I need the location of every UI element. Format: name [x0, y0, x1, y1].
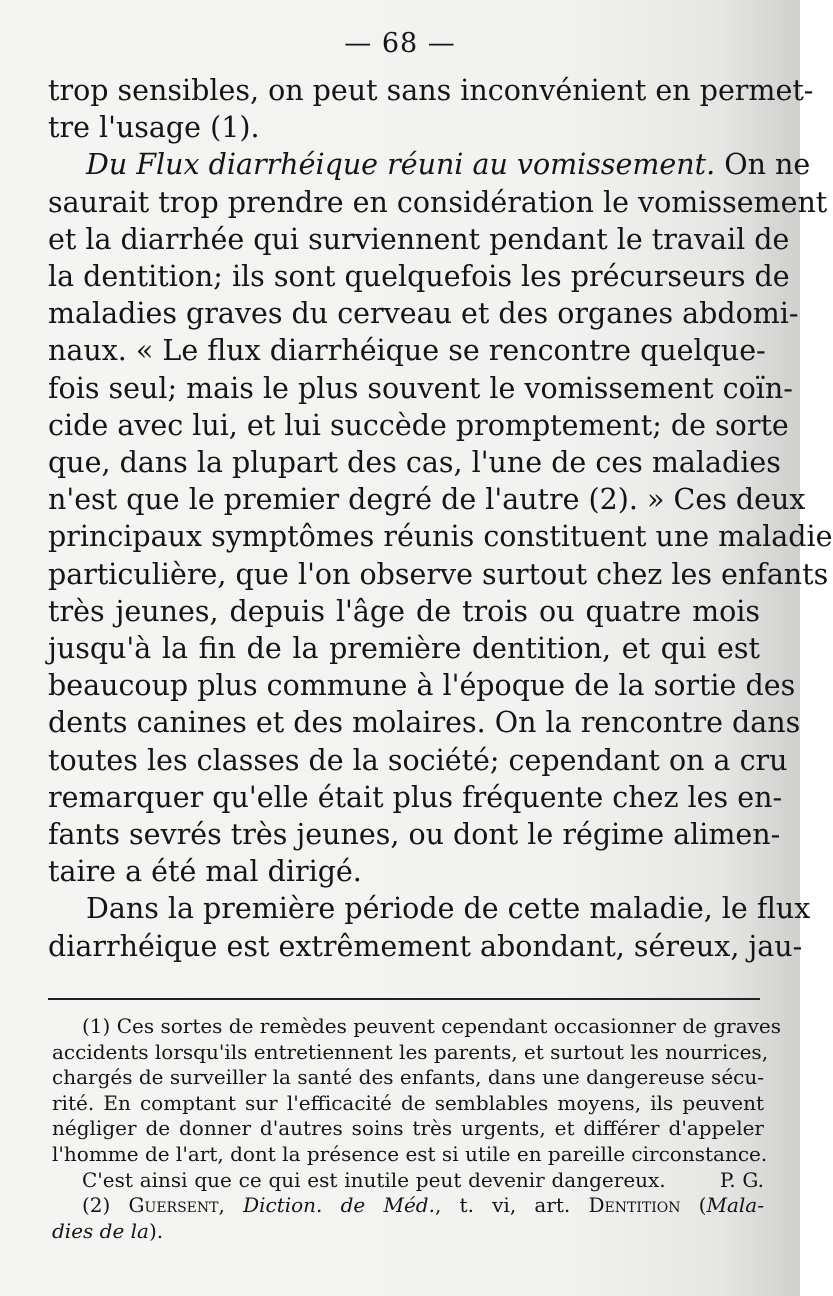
text-fragment: ).	[148, 1218, 164, 1243]
text-fragment: On ne	[715, 148, 811, 182]
text-line: taire a été mal dirigé.	[48, 855, 362, 889]
text-line: cide avec lui, et lui succède promptement; de sorte	[48, 408, 789, 442]
text-line: naux. « Le flux diarrhéique se rencontre quelque-	[48, 334, 766, 368]
footnote-line: négliger de donner d'autres soins très urgents, et différer d'appeler	[52, 1116, 764, 1141]
text-line: particulière, que l'on observe surtout chez les enfants	[48, 557, 829, 591]
text-line: remarquer qu'elle était plus fréquente chez les en-	[48, 780, 783, 814]
text-line: n'est que le premier degré de l'autre (2). » Ces deux	[48, 483, 806, 517]
footnote-number: (2)	[82, 1193, 129, 1218]
text-fragment: (	[680, 1193, 707, 1218]
text-line: dents canines et des molaires. On la rencontre dans	[48, 706, 801, 740]
section-heading: Du Flux diarrhéique réuni au vomissement.	[86, 148, 716, 182]
text-line: tre l'usage (1).	[48, 111, 260, 145]
footnote-line	[52, 1193, 764, 1219]
text-line: Dans la première période de cette maladie, le flux	[86, 892, 811, 926]
footnote-line: C'est ainsi que ce qui est inutile peut devenir dangereux. P. G.	[82, 1167, 764, 1192]
text-line: beaucoup plus commune à l'époque de la sortie des	[48, 669, 796, 703]
text-line: que, dans la plupart des cas, l'une de ces maladies	[48, 446, 781, 480]
footnote-article: Dentition	[588, 1193, 681, 1218]
text-line: fants sevrés très jeunes, ou dont le régime alimen-	[48, 818, 781, 852]
text-line: jusqu'à la fin de la première dentition, et qui est	[48, 632, 760, 666]
text-line: principaux symptômes réunis constituent une maladie	[48, 520, 833, 554]
footnote-line: rité. En comptant sur l'efficacité de semblables moyens, ils peuvent	[52, 1090, 764, 1115]
text-line: très jeunes, depuis l'âge de trois ou quatre mois	[48, 594, 760, 628]
footnote-work-title: Diction. de Méd.	[243, 1193, 435, 1218]
text-line: saurait trop prendre en considération le vomissement	[48, 185, 828, 219]
page-number: — 68 —	[344, 28, 456, 59]
text-fragment: Mala-	[706, 1193, 764, 1218]
text-line: toutes les classes de la société; cependant on a cru	[48, 743, 788, 777]
text-line: trop sensibles, on peut sans inconvénient en permet-	[48, 74, 814, 107]
text-fragment: , t. vi, art.	[434, 1193, 589, 1218]
footnote-line	[52, 1219, 764, 1245]
text-line: la dentition; ils sont quelquefois les précurseurs de	[48, 260, 790, 294]
footnote-line: (1) Ces sortes de remèdes peuvent cependant occasionner de graves	[82, 1014, 782, 1038]
footnote-author: Guersent	[128, 1193, 219, 1218]
footnotes	[52, 1014, 782, 1244]
text-line	[48, 146, 811, 183]
footnote-line: l'homme de l'art, dont la présence est si utile en pareille circonstance.	[52, 1141, 768, 1166]
footnote-line: accidents lorsqu'ils entretiennent les parents, et surtout les nourrices,	[52, 1039, 769, 1064]
text-fragment: dies de la	[52, 1218, 149, 1243]
text-fragment: ,	[218, 1193, 244, 1218]
text-line: maladies graves du cerveau et des organes abdomi-	[48, 297, 799, 331]
text-line: fois seul; mais le plus souvent le vomissement coïn-	[48, 371, 793, 405]
footnote-line: chargés de surveiller la santé des enfants, dans une dangereuse sécu-	[52, 1065, 764, 1090]
main-text	[48, 72, 833, 965]
footnote-divider	[48, 998, 760, 1000]
text-line: et la diarrhée qui surviennent pendant le travail de	[48, 222, 790, 256]
text-line: diarrhéique est extrêmement abondant, séreux, jau-	[48, 929, 803, 963]
